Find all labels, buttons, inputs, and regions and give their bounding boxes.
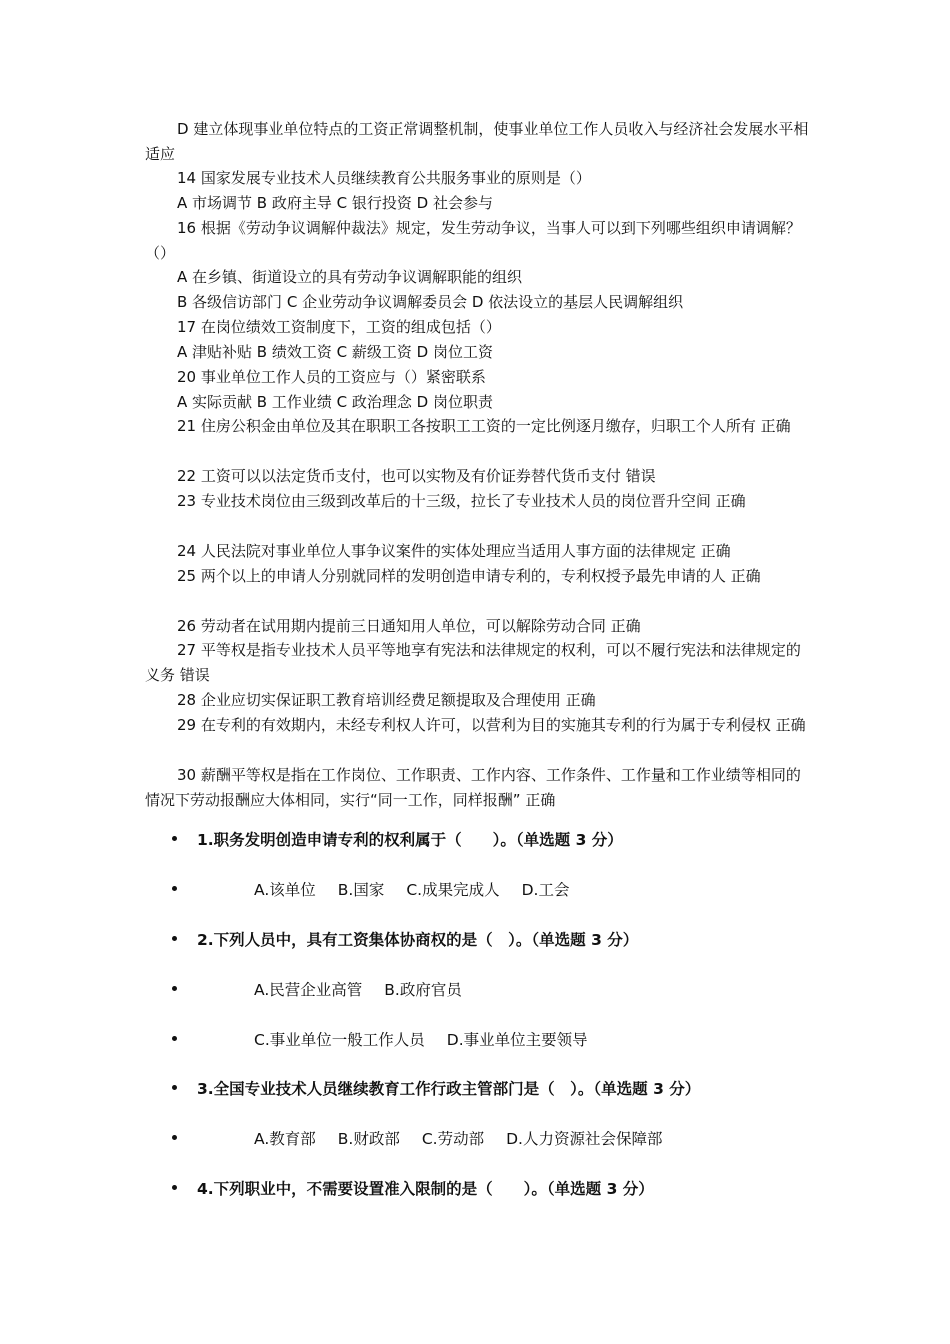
paragraph: A 在乡镇、街道设立的具有劳动争议调解职能的组织 [177,268,523,286]
paragraph: 23 专业技术岗位由三级到改革后的十三级，拉长了专业技术人员的岗位晋升空间 正确 [177,492,746,510]
option-a: A.民营企业高管 [254,981,363,999]
question-text: 4.下列职业中，不需要设置准入限制的是（ ）。（单选题 3 分） [197,1180,654,1198]
paragraph: 27 平等权是指专业技术人员平等地享有宪法和法律规定的权利，可以不履行宪法和法律规定的义务 错误 [145,641,801,684]
paragraph: 21 住房公积金由单位及其在职职工各按职工工资的一定比例逐月缴存，归职工个人所有 正确 [177,417,791,435]
paragraph: D 建立体现事业单位特点的工资正常调整机制，使事业单位工作人员收入与经济社会发展水平相适应 [145,120,809,163]
option-a: A.教育部 [254,1130,316,1148]
paragraph: 14 国家发展专业技术人员继续教育公共服务事业的原则是（） [177,169,591,187]
paragraph: 22 工资可以以法定货币支付，也可以实物及有价证券替代货币支付 错误 [177,467,656,485]
question-text: 2.下列人员中，具有工资集体协商权的是（ ）。（单选题 3 分） [197,931,639,949]
option-d: D.人力资源社会保障部 [506,1130,663,1148]
option-c: C.事业单位一般工作人员 [254,1031,425,1049]
option-a: A.该单位 [254,881,316,899]
bullet-icon [172,936,177,941]
option-c: C.成果完成人 [406,881,500,899]
bullet-icon [172,1135,177,1140]
paragraph: 24 人民法院对事业单位人事争议案件的实体处理应当适用人事方面的法律规定 正确 [177,542,731,560]
question-2-options-cd [172,1028,610,1050]
bullet-icon [172,986,177,991]
bullet-icon [172,1085,177,1090]
bullet-icon [172,1185,177,1190]
option-b: B.财政部 [337,1130,400,1148]
paragraph: 17 在岗位绩效工资制度下，工资的组成包括（） [177,318,501,336]
question-1 [172,828,623,850]
option-b: B.政府官员 [384,981,462,999]
question-2-options-ab [172,978,484,1000]
paragraph: 16 根据《劳动争议调解仲裁法》规定，发生劳动争议，当事人可以到下列哪些组织申请调解？（） [145,219,801,262]
paragraph: 25 两个以上的申请人分别就同样的发明创造申请专利的，专利权授予最先申请的人 正确 [177,567,761,585]
question-text: 3.全国专业技术人员继续教育工作行政主管部门是（ ）。（单选题 3 分） [197,1080,701,1098]
paragraph: 26 劳动者在试用期内提前三日通知用人单位，可以解除劳动合同 正确 [177,617,641,635]
question-1-options [172,878,591,900]
option-b: B.国家 [337,881,385,899]
paragraph: A 实际贡献 B 工作业绩 C 政治理念 D 岗位职责 [177,393,493,411]
bullet-icon [172,836,177,841]
option-d: D.事业单位主要领导 [446,1031,588,1049]
paragraph: 30 薪酬平等权是指在工作岗位、工作职责、工作内容、工作条件、工作量和工作业绩等相同的情况下劳动报酬应大体相同，实行“同一工作，同样报酬” 正确 [145,766,801,809]
question-4 [172,1177,654,1199]
question-3-options [172,1127,684,1149]
paragraph: 20 事业单位工作人员的工资应与（）紧密联系 [177,368,486,386]
bullet-icon [172,886,177,891]
question-3 [172,1077,700,1099]
paragraph: B 各级信访部门 C 企业劳动争议调解委员会 D 依法设立的基层人民调解组织 [177,293,684,311]
paragraph: 29 在专利的有效期内，未经专利权人许可，以营利为目的实施其专利的行为属于专利侵权 正确 [177,716,806,734]
paragraph: 28 企业应切实保证职工教育培训经费足额提取及合理使用 正确 [177,691,596,709]
paragraph: A 市场调节 B 政府主导 C 银行投资 D 社会参与 [177,194,493,212]
paragraph: A 津贴补贴 B 绩效工资 C 薪级工资 D 岗位工资 [177,343,493,361]
bullet-icon [172,1036,177,1041]
question-text: 1.职务发明创造申请专利的权利属于（ ）。（单选题 3 分） [197,831,623,849]
option-c: C.劳动部 [421,1130,485,1148]
question-2 [172,928,638,950]
option-d: D.工会 [521,881,570,899]
